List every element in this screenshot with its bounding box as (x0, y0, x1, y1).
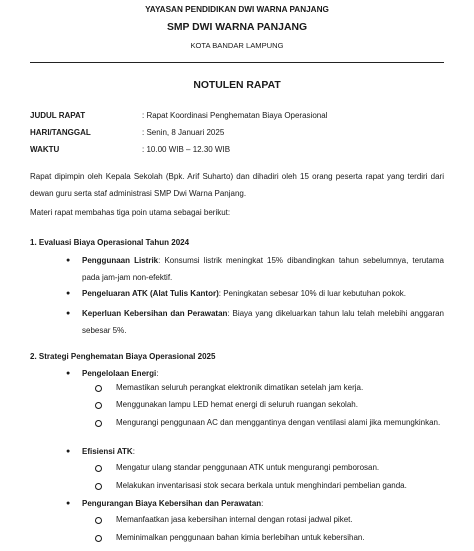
section-heading-1: 1. Evaluasi Biaya Operasional Tahun 2024 (30, 238, 190, 247)
bullet-dot: ● (66, 290, 71, 297)
group-label: Pengelolaan Energi (82, 369, 157, 378)
sub-item: Memanfaatkan jasa kebersihan internal dengan rotasi jadwal piket. (116, 515, 353, 524)
sub-bullet-circle (95, 402, 102, 409)
meta-value: : 10.00 WIB – 12.30 WIB (142, 145, 231, 154)
bullet-dot: ● (66, 370, 71, 377)
sub-bullet-circle (95, 483, 102, 490)
bullet-dot: ● (66, 257, 71, 264)
intro-paragraph: Rapat dipimpin oleh Kepala Sekolah (Bpk. Arif Suharto) dan dihadiri oleh 15 orang peserta rapat yang terdiri dari dewan guru serta staf administrasi SMP Dwi Warna Panjang. (30, 172, 444, 198)
section-heading-2: 2. Strategi Penghematan Biaya Operasional 2025 (30, 352, 216, 361)
group-suffix: : (156, 369, 159, 378)
meta-label: WAKTU (30, 145, 60, 154)
sub-bullet-circle (95, 517, 102, 524)
school-name: SMP DWI WARNA PANJANG (166, 22, 308, 33)
item-text: : Peningkatan sebesar 10% di luar kebutuhan pokok. (218, 289, 406, 298)
meta-label: JUDUL RAPAT (30, 111, 86, 120)
meta-value: : Rapat Koordinasi Penghematan Biaya Operasional (142, 111, 328, 120)
sub-bullet-circle (95, 385, 102, 392)
sub-item: Mengatur ulang standar penggunaan ATK untuk mengurangi pemborosan. (116, 463, 380, 472)
group-label: Pengurangan Biaya Kebersihan dan Perawatan (82, 499, 262, 508)
item-text: : Konsumsi listrik meningkat 15% dibandingkan tahun sebelumnya, terutama pada jam-jam non-efektif. (82, 256, 444, 282)
foundation-name: YAYASAN PENDIDIKAN DWI WARNA PANJANG (145, 5, 329, 14)
sub-item: Melakukan inventarisasi stok secara berkala untuk menghindari pembelian ganda. (116, 481, 407, 490)
sub-item: Memastikan seluruh perangkat elektronik dimatikan setelah jam kerja. (116, 383, 364, 392)
list-item (82, 252, 444, 286)
meta-label: HARI/TANGGAL (30, 128, 91, 137)
city-name: KOTA BANDAR LAMPUNG (190, 41, 284, 50)
sub-bullet-circle (95, 420, 102, 427)
sub-item: Menggunakan lampu LED hemat energi di seluruh ruangan sekolah. (116, 400, 358, 409)
header-divider (30, 62, 444, 63)
bullet-dot: ● (66, 448, 71, 455)
group-suffix: : (132, 447, 135, 456)
sub-bullet-circle (95, 535, 102, 542)
item-label: Penggunaan Listrik (82, 256, 159, 265)
meta-value: : Senin, 8 Januari 2025 (142, 128, 225, 137)
list-item (82, 285, 444, 302)
group-heading (82, 368, 158, 379)
item-label: Keperluan Kebersihan dan Perawatan (82, 309, 228, 318)
group-label: Efisiensi ATK (82, 447, 133, 456)
item-label: Pengeluaran ATK (Alat Tulis Kantor) (82, 289, 219, 298)
bullet-dot: ● (66, 310, 71, 317)
sub-item: Meminimalkan penggunaan bahan kimia berlebihan untuk kebersihan. (116, 533, 365, 542)
group-suffix: : (261, 499, 264, 508)
sub-item: Mengurangi penggunaan AC dan menggantinya dengan ventilasi alami jika memungkinkan. (116, 418, 441, 427)
bullet-dot: ● (66, 500, 71, 507)
sub-bullet-circle (95, 465, 102, 472)
list-item (82, 305, 444, 339)
item-text: : Biaya yang dikeluarkan tahun lalu telah melebihi anggaran sebesar 5%. (82, 309, 445, 335)
group-heading (82, 498, 263, 509)
group-heading (82, 446, 135, 457)
intro-line-2: Materi rapat membahas tiga poin utama sebagai berikut: (30, 208, 231, 217)
document-title: NOTULEN RAPAT (193, 80, 281, 91)
